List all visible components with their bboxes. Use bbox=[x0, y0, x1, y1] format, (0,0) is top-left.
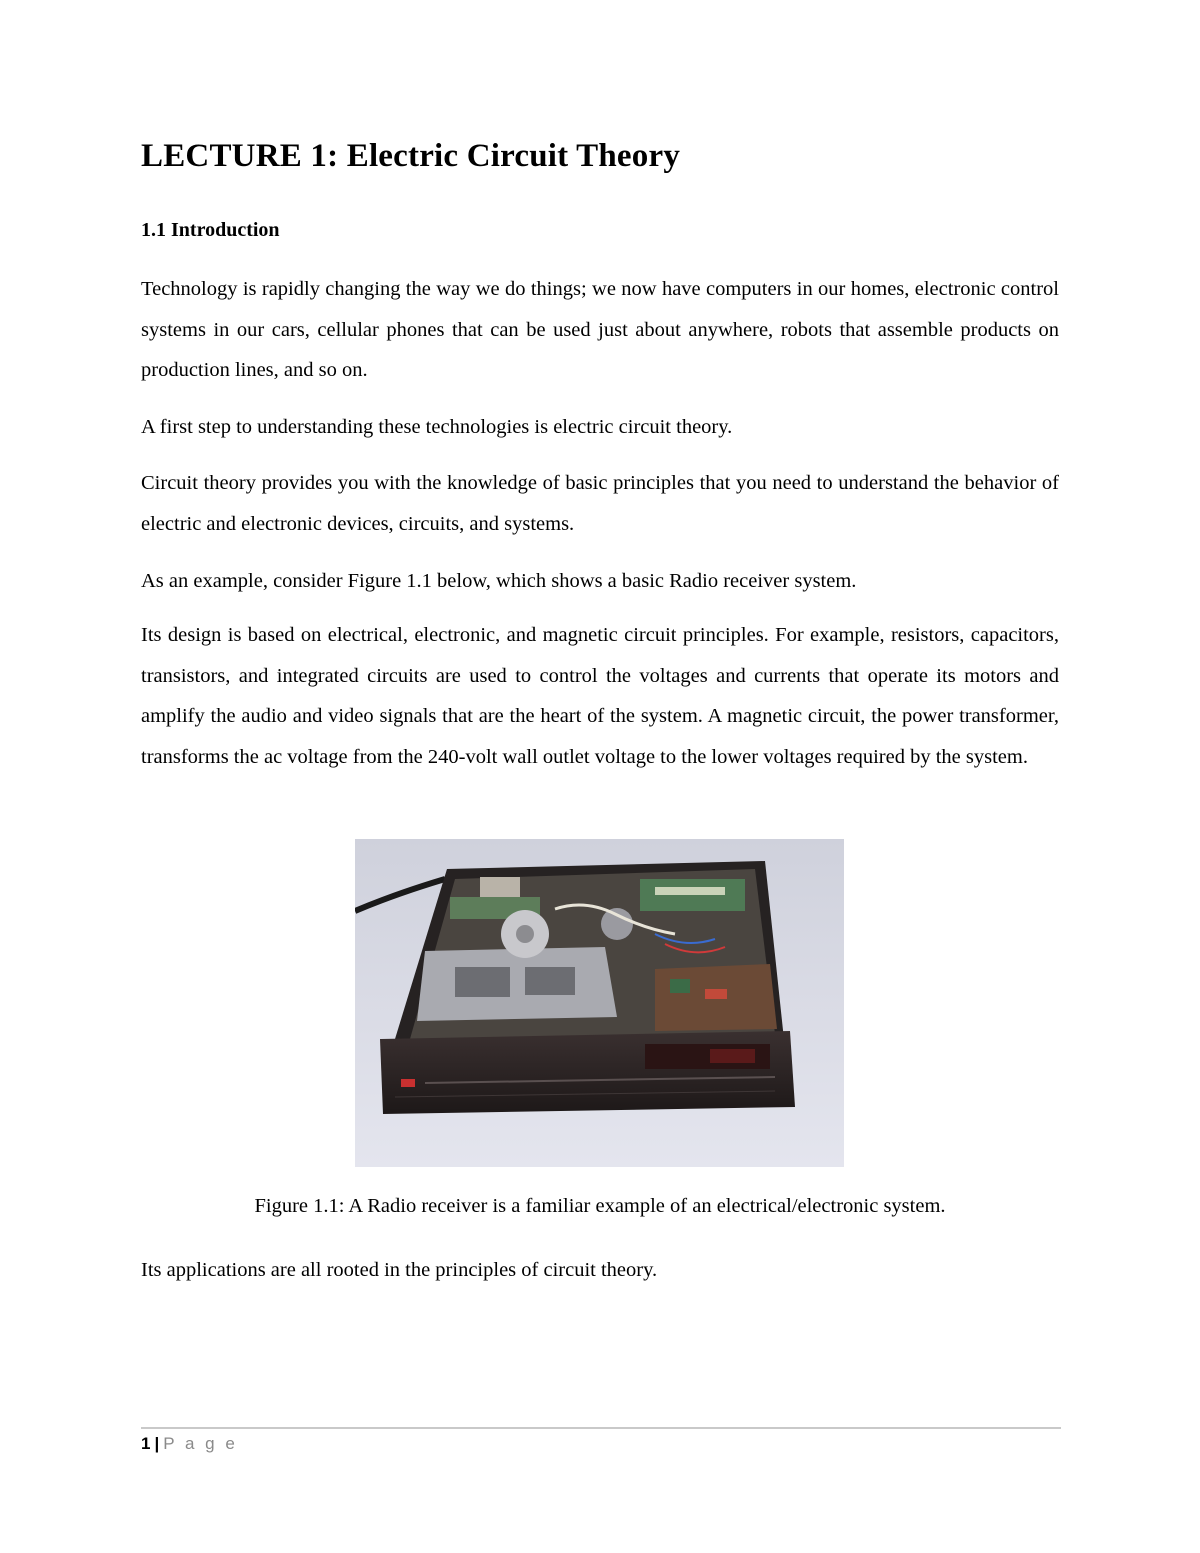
lecture-title: LECTURE 1: Electric Circuit Theory bbox=[141, 138, 681, 174]
radio-receiver-photo bbox=[355, 839, 844, 1167]
figure-caption: Figure 1.1: A Radio receiver is a familiar example of an electrical/electronic system. bbox=[254, 1195, 946, 1217]
page-label: P a g e bbox=[163, 1434, 238, 1453]
paragraph-applications: Its applications are all rooted in the principles of circuit theory. bbox=[141, 1259, 658, 1281]
page-footer bbox=[141, 1434, 238, 1454]
page-number: 1 bbox=[141, 1434, 151, 1453]
section-heading: 1.1 Introduction bbox=[141, 219, 280, 241]
paragraph-design: Its design is based on electrical, electronic, and magnetic circuit principles. For example, resistors, capacitors, transistors, and integrated circuits are used to control the voltages and currents that operate its motors and amplify the audio and video signals that are the heart of the system. A magnetic circuit, the power transformer, transforms the ac voltage from the 240-volt wall outlet voltage to the lower voltages required by the system. bbox=[141, 624, 1059, 769]
footer-separator: | bbox=[154, 1434, 160, 1453]
paragraph-technology: Technology is rapidly changing the way we do things; we now have computers in our homes, electronic control systems in our cars, cellular phones that can be used just about anywhere, robots that assemble products on production lines, and so on. bbox=[141, 278, 1059, 382]
footer-divider bbox=[141, 1427, 1061, 1429]
paragraph-circuit-theory: Circuit theory provides you with the knowledge of basic principles that you need to understand the behavior of electric and electronic devices, circuits, and systems. bbox=[141, 472, 1059, 535]
paragraph-example: As an example, consider Figure 1.1 below, which shows a basic Radio receiver system. bbox=[141, 570, 857, 592]
paragraph-first-step: A first step to understanding these technologies is electric circuit theory. bbox=[141, 416, 733, 438]
